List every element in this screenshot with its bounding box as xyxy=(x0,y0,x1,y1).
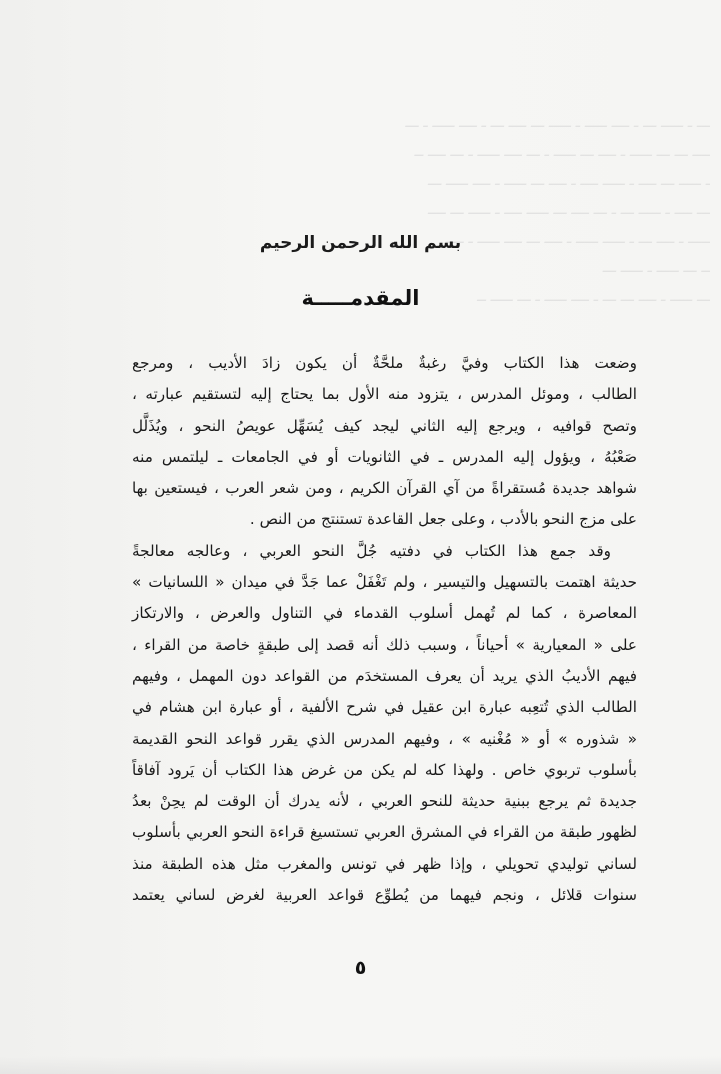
text-line: المعاصرة ، كما لم تُهمل أسلوب القدماء في التناول والعرض ، والارتكاز xyxy=(132,604,637,623)
text-line: الطالب ، وموئل المدرس ، يتزود منه الأول بما يحتاج إليه لتستقيم عبارته ، xyxy=(132,385,637,404)
section-title: المقدمـــــة xyxy=(301,286,420,310)
text-line: لساني توليدي تحويلي ، وإذا ظهر في تونس والمغرب مثل هذه الطبقة منذ xyxy=(132,854,637,873)
text-line: « شذوره » أو « مُغْنيه » ، وفيهم المدرس الذي يقرر قواعد النحو القديمة xyxy=(132,729,637,748)
text-line: صَعْبُهُ ، ويؤول إليه المدرس ـ في الثانويات أو في الجامعات ـ ليلتمس منه xyxy=(132,447,637,466)
text-line: جديدة ثم يرجع ببنية حديثة للنحو العربي ، لأنه يدرك أن الوقت لم يحِنْ بعدُ xyxy=(132,792,637,811)
text-line: على « المعيارية » أحياناً ، وسبب ذلك أنه قصد إلى طبقةٍ خاصة من القراء ، xyxy=(132,635,637,654)
text-line: حديثة اهتمت بالتسهيل والتيسير ، ولم تَغْفَلْ عما جَدَّ في ميدان « اللسانيات » xyxy=(132,573,637,592)
text-line: بأسلوب تربوي خاص . ولهذا كله لم يكن من غرض هذا الكتاب أن يَرود آفاقاً xyxy=(132,760,637,779)
text-line: لظهور طبقة من القراء في المشرق العربي تستسيغ قراءة النحو العربي بأسلوب xyxy=(132,823,637,842)
text-line: وقد جمع هذا الكتاب في دفتيه جُلَّ النحو العربي ، وعالجه معالجةً xyxy=(132,541,611,560)
text-line: شواهد جديدة مُستقراةً من آي القرآن الكريم ، ومن شعر العرب ، فيستعين بها xyxy=(132,479,637,498)
text-line: وتصح قوافيه ، ويرجع إليه الثاني ليجد كيف يُسَهِّل عويصُ النحو ، ويُذَلَّل xyxy=(132,416,637,435)
text-line: وضعت هذا الكتاب وفيَّ رغبةٌ ملحَّةٌ أن يكون زادَ الأديب ، ومرجع xyxy=(132,354,637,372)
page-number: ٥ xyxy=(354,957,367,979)
text-line: سنوات قلائل ، ونجم فيهما من يُطوِّع قواعد العربية لغرض لساني يعتمد xyxy=(132,886,637,905)
text-line: على مزج النحو بالأدب ، وعلى جعل القاعدة تستنتج من النص . xyxy=(249,510,637,529)
text-line: الطالب الذي تُتعِبه عبارة ابن عقيل في شرح الألفية ، أو عبارة ابن هشام في xyxy=(132,698,637,717)
text-line: فيهم الأديبُ الذي يريد أن يعرف المستخدَم من القواعد دون المهمل ، وفيهم xyxy=(132,666,637,685)
page-bottom-edge xyxy=(0,1056,721,1074)
bleed-through-text: ـــ ـ ـــــ ـــ ـ ــــ ـــــ ـ ـــــ ـــ ــــ ـــ ـ ــــ ـــــ ـ ـــ ــــ ـــ ـــ ـــــ ـ ــــ ـــ ـــــ ـ ـــ ــــ ـــــ ـ ـــ ــــ ــ ـ ـــــ ـــ ــــ ـ ـــــ ــــ ـ ــــ ـــ ـــــ ـ ــــ ـــــ ـــ ـــ ــــ ـ ـــــ ـــ ـ ـــ ــــ ـــ ـــــ ــــ ـ ـــــ ـــ ــــ ـــــ ـ ــــ ـــ ـ ـــــ ـــــ ـ ــــ ـــ ــــ ـــــ ـ ــــ ــ ـــ ـــــ ـ ـــــ ـــ ـــ ـــــ ـ ــــ ـــ ـــ ـ ــــ ـــــ ـ ـــ ـــــ ــ xyxy=(405,113,710,305)
basmala-heading: بسم الله الرحمن الرحيم xyxy=(259,233,462,253)
body-text xyxy=(132,348,637,911)
